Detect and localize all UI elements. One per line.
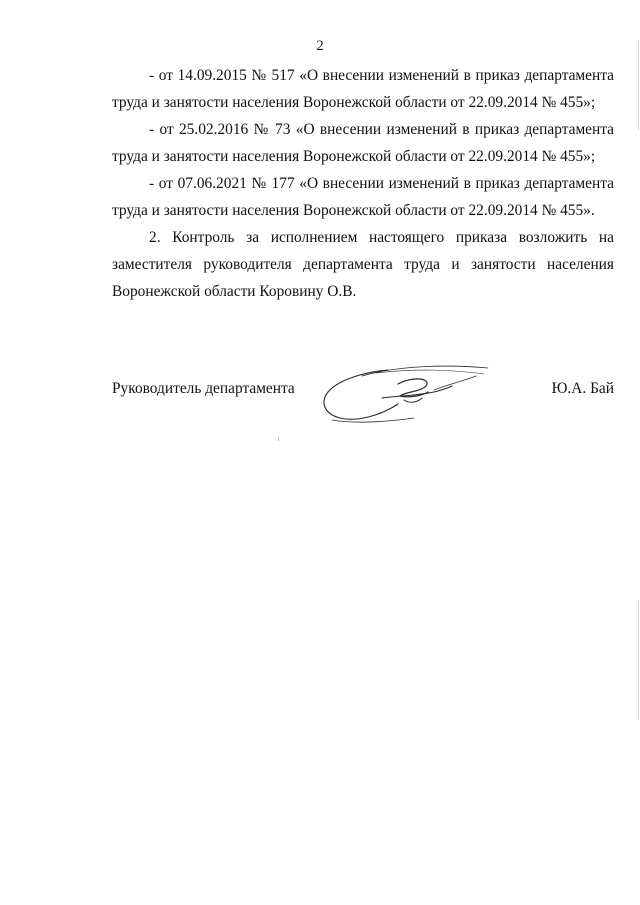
amendment-item-1: - от 14.09.2015 № 517 «О внесении изменений в приказ департамента труда и занятости населения Воронежской области от 22.09.2014 № 455»; [112, 67, 614, 111]
control-clause: 2. Контроль за исполнением настоящего приказа возложить на заместителя руководителя департамента труда и занятости населения Воронежской области Коровину О.В. [112, 229, 614, 300]
amendment-item-2: - от 25.02.2016 № 73 «О внесении изменений в приказ департамента труда и занятости населения Воронежской области от 22.09.2014 № 455»; [112, 121, 614, 165]
signatory-role: Руководитель департамента [112, 380, 295, 397]
signature-block [112, 380, 614, 420]
signatory-name: Ю.А. Бай [551, 380, 614, 397]
handwritten-signature-icon [316, 362, 496, 430]
scan-edge-mark [638, 40, 639, 130]
page-number: 2 [316, 38, 324, 54]
amendment-item-3: - от 07.06.2021 № 177 «О внесении изменений в приказ департамента труда и занятости населения Воронежской области от 22.09.2014 № 455». [112, 175, 614, 219]
scan-edge-mark [638, 600, 639, 720]
scan-mark [278, 437, 279, 441]
document-body [112, 62, 614, 305]
